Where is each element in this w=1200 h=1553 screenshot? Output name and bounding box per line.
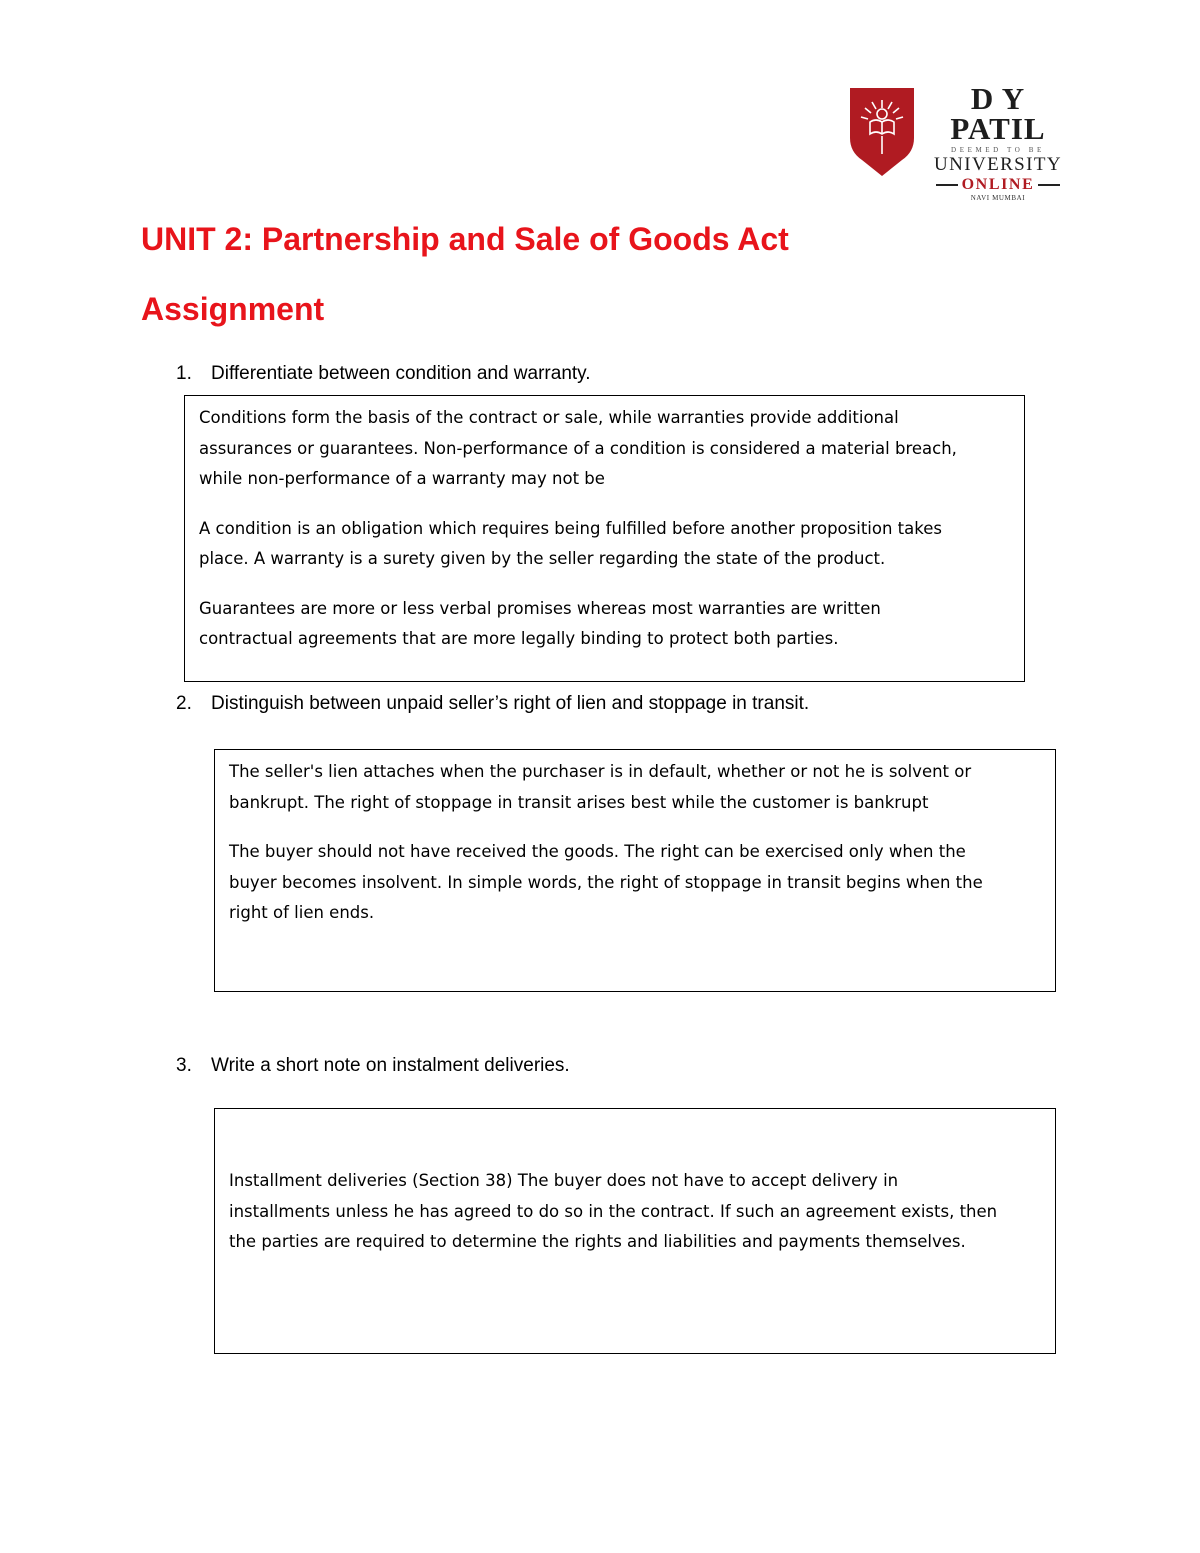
question-number: 1. xyxy=(176,363,192,384)
question-1 xyxy=(176,362,591,386)
question-number: 2. xyxy=(176,693,192,714)
answer-line: place. A warranty is a surety given by the seller regarding the state of the product. xyxy=(199,549,886,568)
page-title: UNIT 2: Partnership and Sale of Goods Act xyxy=(141,221,789,257)
logo-rule-right xyxy=(1038,184,1060,186)
university-logo xyxy=(848,81,1070,202)
answer-line: The seller's lien attaches when the purchaser is in default, whether or not he is solvent or xyxy=(229,762,972,781)
question-2 xyxy=(176,692,809,716)
question-text: Write a short note on instalment deliveries. xyxy=(211,1055,570,1076)
question-text: Differentiate between condition and warranty. xyxy=(211,363,591,384)
answer-line: assurances or guarantees. Non-performance of a condition is considered a material breach, xyxy=(199,438,957,458)
page-subtitle: Assignment xyxy=(141,291,325,327)
answer-line: while non-performance of a warranty may not be xyxy=(199,469,605,488)
logo-online-row xyxy=(926,176,1070,193)
logo-line-2: DEEMED TO BE xyxy=(951,146,1045,154)
answer-box-3 xyxy=(214,1108,1056,1354)
answer-box-1 xyxy=(184,395,1025,682)
question-number: 3. xyxy=(176,1055,192,1076)
question-text: Distinguish between unpaid seller’s right of lien and stoppage in transit. xyxy=(211,693,810,714)
question-3 xyxy=(176,1054,570,1078)
answer-line: contractual agreements that are more legally binding to protect both parties. xyxy=(199,629,839,648)
logo-line-3: UNIVERSITY xyxy=(934,154,1062,175)
answer-line: right of lien ends. xyxy=(229,903,375,922)
university-shield-icon xyxy=(848,82,916,178)
answer-line: The buyer should not have received the goods. The right can be exercised only when the xyxy=(229,842,966,861)
logo-rule-left xyxy=(936,184,958,186)
logo-line-4: ONLINE xyxy=(961,176,1035,193)
logo-wordmark xyxy=(926,81,1070,203)
logo-line-5: NAVI MUMBAI xyxy=(970,194,1026,202)
answer-line: installments unless he has agreed to do so in the contract. If such an agreement exists, then xyxy=(229,1201,998,1221)
answer-line: A condition is an obligation which requires being fulfilled before another proposition takes xyxy=(199,518,942,538)
answer-line: Guarantees are more or less verbal promises whereas most warranties are written xyxy=(199,598,881,618)
answer-box-2 xyxy=(214,749,1056,992)
answer-line: Conditions form the basis of the contract or sale, while warranties provide additional xyxy=(199,408,899,427)
answer-line: bankrupt. The right of stoppage in transit arises best while the customer is bankrupt xyxy=(229,792,929,812)
logo-line-1: D Y PATIL xyxy=(950,81,1046,146)
answer-line: buyer becomes insolvent. In simple words, the right of stoppage in transit begins when the xyxy=(229,872,983,892)
answer-line: Installment deliveries (Section 38) The buyer does not have to accept delivery in xyxy=(229,1171,899,1190)
answer-line: the parties are required to determine the rights and liabilities and payments themselves. xyxy=(229,1232,966,1251)
